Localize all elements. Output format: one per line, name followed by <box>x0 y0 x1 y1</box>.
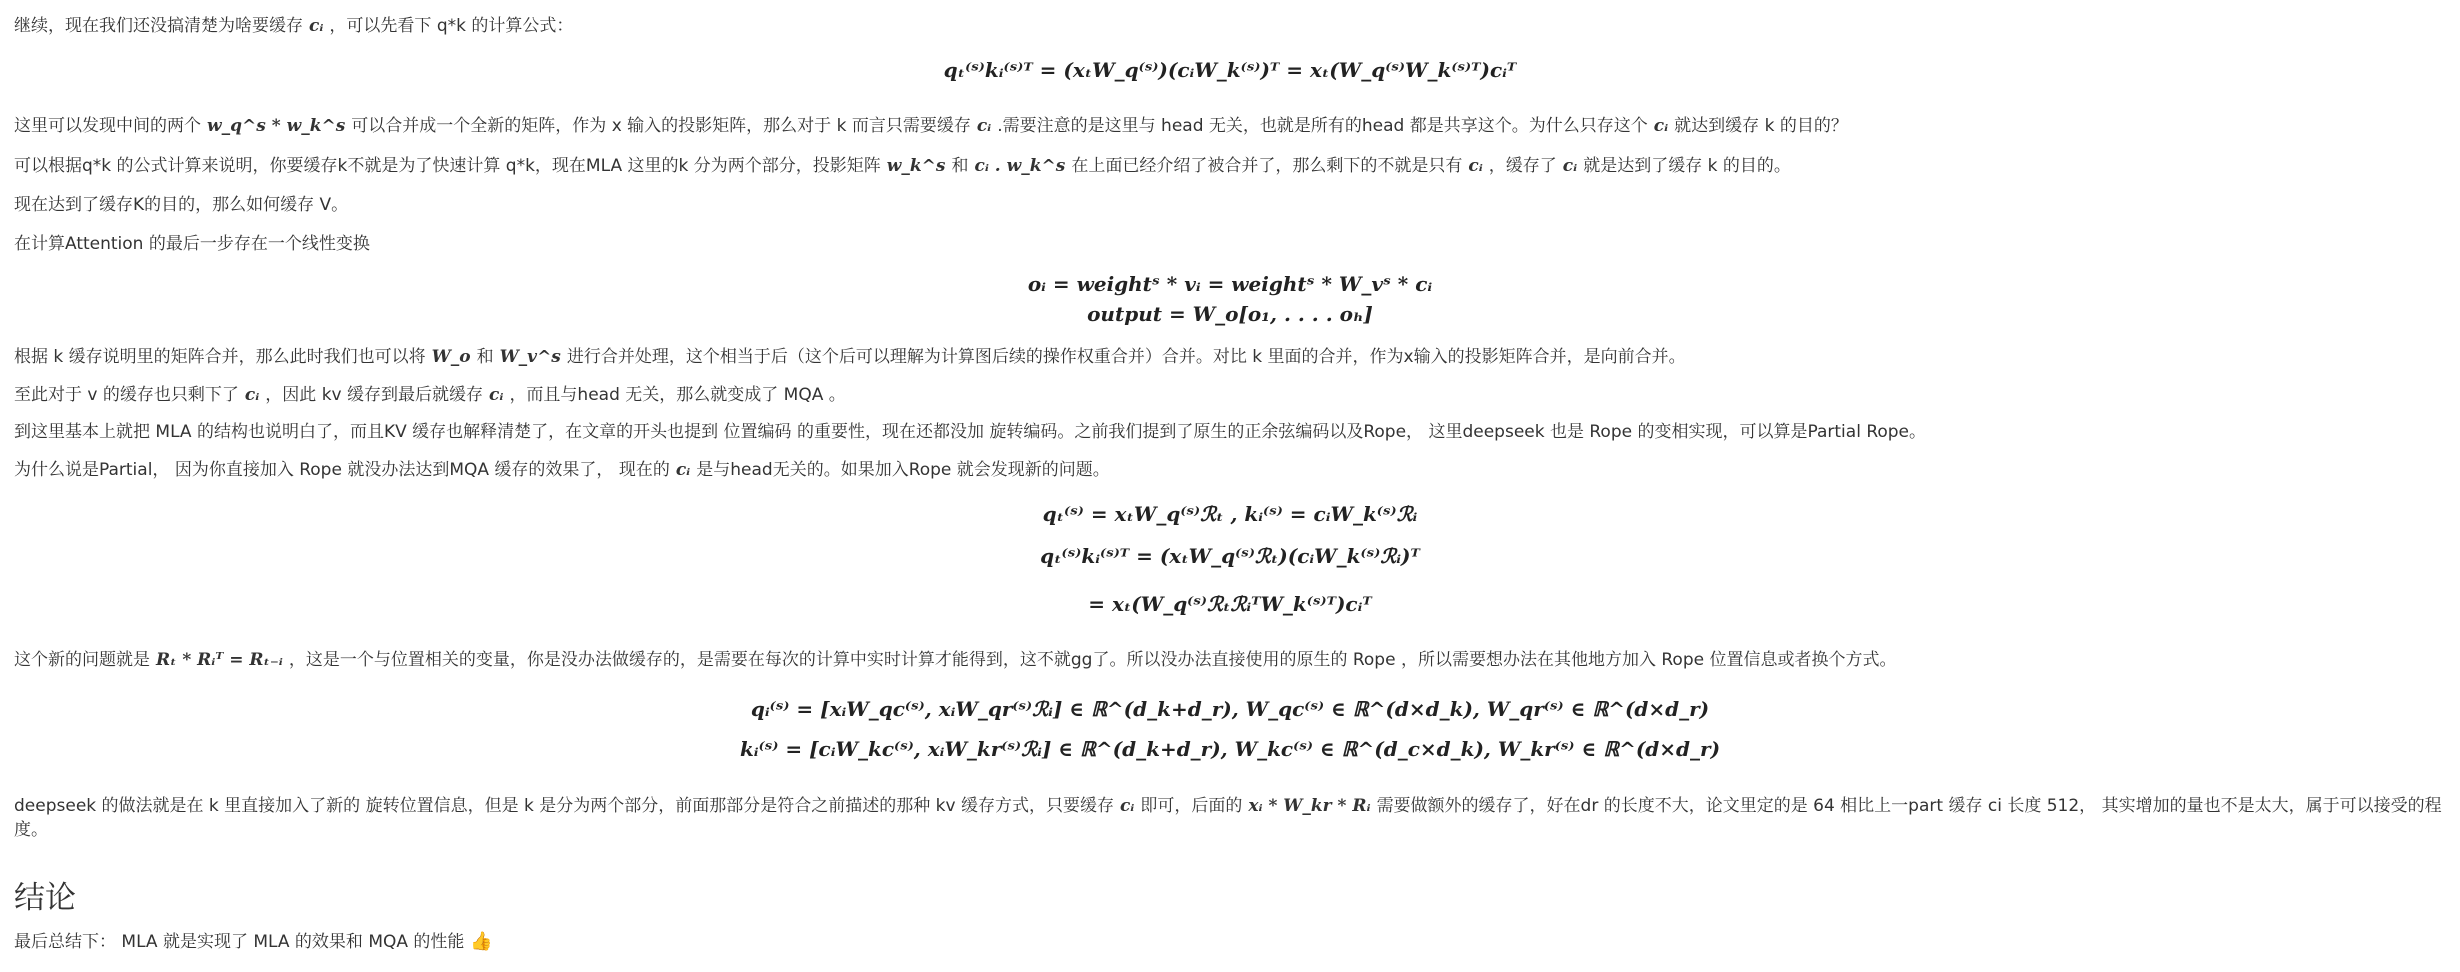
text: .需要注意的是这里与 head 无关，也就是所有的head 都是共享这个。为什么只存这个 <box>997 116 1648 136</box>
math-inline: W_v^s <box>499 347 561 367</box>
equation-rope-1: qₜ⁽ˢ⁾ = xₜW_q⁽ˢ⁾ℛₜ , kᵢ⁽ˢ⁾ = cᵢW_k⁽ˢ⁾ℛᵢ <box>1042 502 1418 526</box>
text: ，可以先看下 q*k 的计算公式： <box>329 16 574 36</box>
paragraph-new-problem <box>14 648 2444 672</box>
text: ，而且与head 无关，那么就变成了 MQA 。 <box>509 385 846 405</box>
math-inline: Rₜ * Rᵢᵀ = Rₜ₋ᵢ <box>156 650 283 670</box>
text: 就达到缓存 k 的目的？ <box>1674 116 1848 136</box>
math-inline: cᵢ <box>1468 156 1483 176</box>
math-inline: W_o <box>431 347 471 367</box>
text: 和 <box>951 156 969 176</box>
text: 是与head无关的。如果加入Rope 就会发现新的问题。 <box>696 460 1110 480</box>
paragraph-cache-v: 现在达到了缓存K的目的，那么如何缓存 V。 <box>14 195 349 215</box>
text: 这个新的问题就是 <box>14 650 150 670</box>
text: ，这是一个与位置相关的变量，你是没办法做缓存的，是需要在每次的计算中实时计算才能得到，这不就gg了。所以没办法直接使用的原生的 Rope ，所以需要想办法在其他地方加入 Rope 位置信息或者换个方式。 <box>288 650 1897 670</box>
paragraph-attention: 在计算Attention 的最后一步存在一个线性变换 <box>14 234 370 254</box>
math-inline: w_k^s <box>886 156 946 176</box>
equation-decoupled-k: kᵢ⁽ˢ⁾ = [cᵢW_kc⁽ˢ⁾, xᵢW_kr⁽ˢ⁾ℛᵢ] ∈ ℝ^(d_k+d_r), W_kc⁽ˢ⁾ ∈ ℝ^(d_c×d_k), W_kr⁽ˢ⁾ ∈ ℝ^(d×d_r) <box>739 737 1721 761</box>
math-inline: cᵢ <box>1562 156 1578 176</box>
math-inline: w_q^s * w_k^s <box>207 116 346 136</box>
text: 需要做额外的缓存了，好在dr 的长度不大，论文里定的是 64 相比上一part 缓存 ci 长度 512， 其实增加的量也不是太大，属于可以接受的程度。 <box>14 796 2442 840</box>
math-inline: cᵢ <box>976 116 992 136</box>
equation-rope-2: qₜ⁽ˢ⁾kᵢ⁽ˢ⁾ᵀ = (xₜW_q⁽ˢ⁾ℛₜ)(cᵢW_k⁽ˢ⁾ℛᵢ)ᵀ <box>1040 544 1420 568</box>
paragraph-rope: 到这里基本上就把 MLA 的结构也说明白了，而且KV 缓存也解释清楚了，在文章的开头也提到 位置编码 的重要性，现在还都没加 旋转编码。之前我们提到了原生的正余弦编码以及Rope， 这里deepseek 也是 Rope 的变相实现，可以算是Partial Rope。 <box>14 422 1927 442</box>
equation-rope-3: = xₜ(W_q⁽ˢ⁾ℛₜℛᵢᵀW_k⁽ˢ⁾ᵀ)cᵢᵀ <box>1088 592 1372 616</box>
text: ，因此 kv 缓存到最后就缓存 <box>265 385 484 405</box>
text: 最后总结下： MLA 就是实现了 MLA 的效果和 MQA 的性能 <box>14 932 465 952</box>
paragraph-deepseek <box>14 794 2444 842</box>
equation-qk: qₜ⁽ˢ⁾kᵢ⁽ˢ⁾ᵀ = (xₜW_q⁽ˢ⁾)(cᵢW_k⁽ˢ⁾)ᵀ = xₜ(W_q⁽ˢ⁾W_k⁽ˢ⁾ᵀ)cᵢᵀ <box>943 58 1517 82</box>
math-inline: cᵢ <box>309 16 324 36</box>
math-inline: cᵢ <box>1119 796 1135 816</box>
text: 这里可以发现中间的两个 <box>14 116 201 136</box>
equation-decoupled-q: qᵢ⁽ˢ⁾ = [xᵢW_qc⁽ˢ⁾, xᵢW_qr⁽ˢ⁾ℛᵢ] ∈ ℝ^(d_k+d_r), W_qc⁽ˢ⁾ ∈ ℝ^(d×d_k), W_qr⁽ˢ⁾ ∈ ℝ^(d×d_r) <box>750 697 1710 721</box>
text: 根据 k 缓存说明里的矩阵合并，那么此时我们也可以将 <box>14 347 426 367</box>
math-inline: xᵢ * W_kr * Rᵢ <box>1248 796 1371 816</box>
text: 即可，后面的 <box>1140 796 1243 816</box>
text: 为什么说是Partial， 因为你直接加入 Rope 就没办法达到MQA 缓存的效果了， 现在的 <box>14 460 670 480</box>
text: 继续，现在我们还没搞清楚为啥要缓存 <box>14 16 303 36</box>
text: deepseek 的做法就是在 k 里直接加入了新的 旋转位置信息，但是 k 是分为两个部分，前面那部分是符合之前描述的那种 kv 缓存方式，只要缓存 <box>14 796 1114 816</box>
paragraph-mqa <box>14 383 2444 407</box>
math-inline: cᵢ . w_k^s <box>974 156 1066 176</box>
text: 进行合并处理，这个相当于后（这个后可以理解为计算图后续的操作权重合并）合并。对比 k 里面的合并，作为x输入的投影矩阵合并，是向前合并。 <box>566 347 1686 367</box>
text: 就是达到了缓存 k 的目的。 <box>1583 156 1791 176</box>
math-inline: cᵢ <box>489 385 504 405</box>
equation-output-2: output = W_o[o₁, . . . . oₕ] <box>1087 302 1373 326</box>
paragraph-merge-matrix <box>14 114 2444 138</box>
equation-output-1: oᵢ = weightˢ * vᵢ = weightˢ * W_vˢ * cᵢ <box>1027 272 1433 296</box>
paragraph-summary <box>14 930 2444 954</box>
heading-conclusion: 结论 <box>14 880 76 916</box>
text: 至此对于 v 的缓存也只剩下了 <box>14 385 239 405</box>
paragraph-intro <box>14 14 2444 38</box>
math-inline: cᵢ <box>244 385 260 405</box>
math-inline: cᵢ <box>675 460 691 480</box>
text: 在上面已经介绍了被合并了，那么剩下的不就是只有 <box>1071 156 1463 176</box>
thumbs-up-icon: 👍 <box>470 931 493 952</box>
paragraph-merge-v <box>14 345 2444 369</box>
paragraph-partial <box>14 458 2444 482</box>
text: 可以根据q*k 的公式计算来说明，你要缓存k不就是为了快速计算 q*k，现在MLA 这里的k 分为两个部分，投影矩阵 <box>14 156 881 176</box>
text: 和 <box>476 347 494 367</box>
paragraph-explain <box>14 154 2444 178</box>
math-inline: cᵢ <box>1653 116 1669 136</box>
text: ，缓存了 <box>1488 156 1557 176</box>
text: 可以合并成一个全新的矩阵，作为 x 输入的投影矩阵，那么对于 k 而言只需要缓存 <box>351 116 971 136</box>
